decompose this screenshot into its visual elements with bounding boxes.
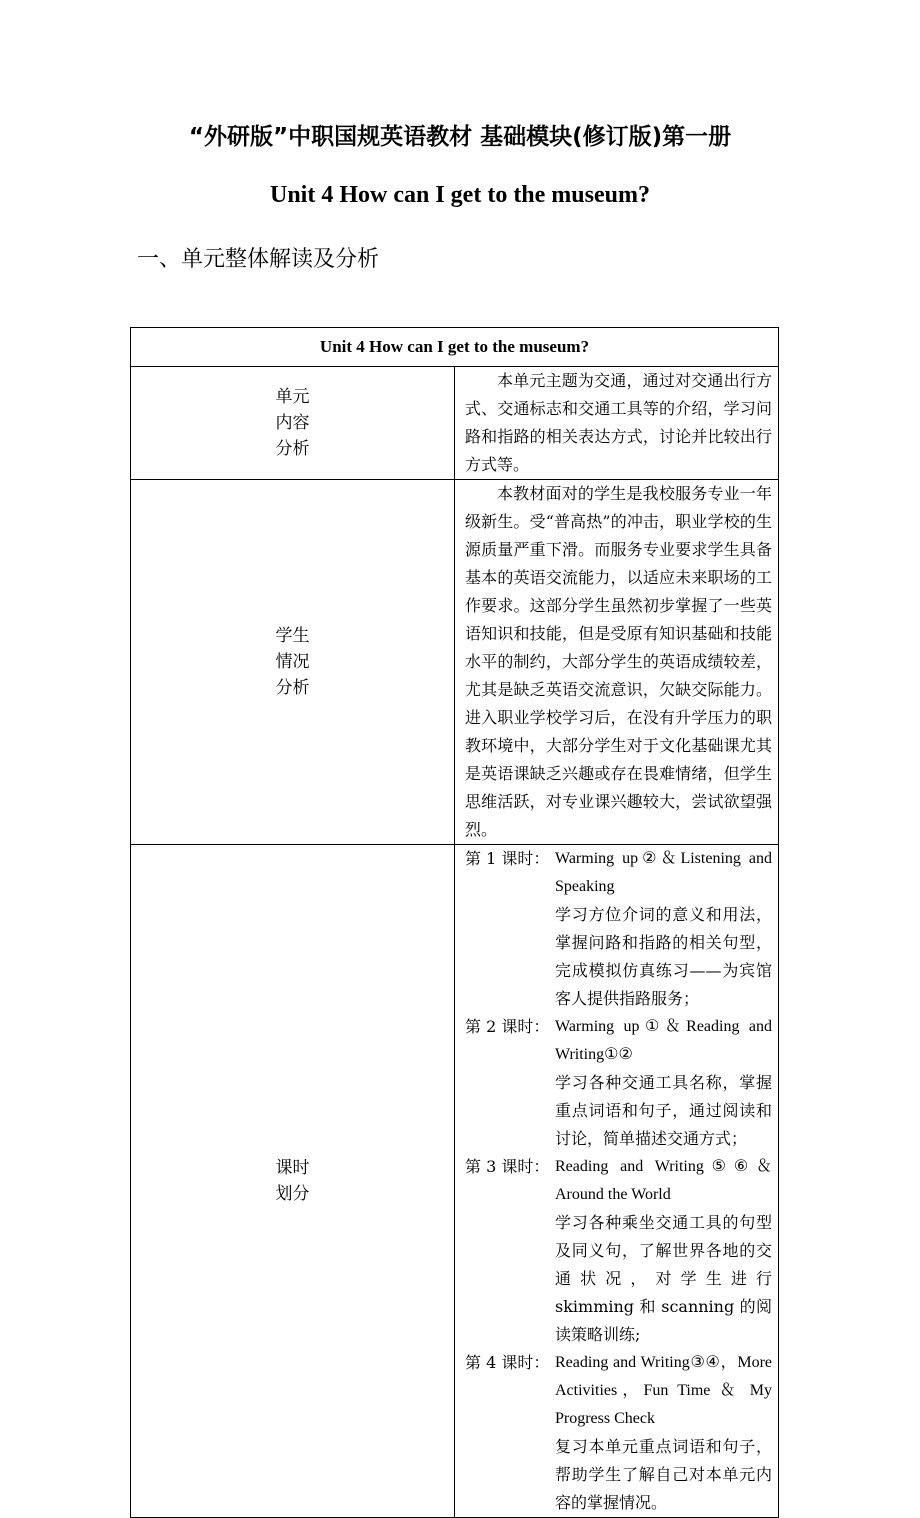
table-row-unit-content [131,367,779,480]
student-analysis-cell [455,480,779,845]
lesson-description: 学习方位介词的意义和用法，掌握问路和指路的相关句型，完成模拟仿真练习——为宾馆客人提供指路服务； [555,905,772,1008]
label-line: 课时 [275,1158,310,1178]
unit-content-text: 本单元主题为交通，通过对交通出行方式、交通标志和交通工具等的介绍，学习问路和指路的相关表达方式，讨论并比较出行方式等。 [465,371,772,474]
lesson-description: 学习各种交通工具名称，掌握重点词语和句子，通过阅读和讨论，简单描述交通方式； [555,1073,772,1148]
row-label-unit-content [131,367,455,480]
label-line: 学生 [275,626,310,646]
lesson-item [465,845,772,1013]
label-line: 分析 [275,678,310,698]
lesson-title: Warming up①＆Reading and Writing①② [555,1018,772,1063]
table-row-lesson-plan [131,845,779,1518]
document-subtitle: Unit 4 How can I get to the museum? [270,182,650,208]
label-line: 分析 [275,439,310,459]
lesson-title: Reading and Writing⑤⑥＆Around the World [555,1158,772,1203]
lesson-title: Reading and Writing③④，More Activities，Fun Time ＆ My Progress Check [555,1354,772,1427]
label-line: 情况 [275,652,310,672]
table-row-student-analysis [131,480,779,845]
unit-content-cell [455,367,779,480]
student-analysis-text: 本教材面对的学生是我校服务专业一年级新生。受“普高热”的冲击，职业学校的生源质量严重下滑。而服务专业要求学生具备基本的英语交流能力，以适应未来职场的工作要求。这部分学生虽然初步掌握了一些英语知识和技能，但是受原有知识基础和技能水平的制约，大部分学生的英语成绩较差，尤其是缺乏英语交流意识，欠缺交际能力。进入职业学校学习后，在没有升学压力的职教环境中，大部分学生对于文化基础课尤其是英语课缺乏兴趣或存在畏难情绪，但学生思维活跃，对专业课兴趣较大，尝试欲望强烈。 [465,484,772,839]
lesson-number: 第 1 课时： [465,849,550,868]
table-header: Unit 4 How can I get to the museum? [131,328,779,367]
row-label-student-analysis [131,480,455,845]
lesson-description: 复习本单元重点词语和句子，帮助学生了解自己对本单元内容的掌握情况。 [555,1437,772,1512]
row-label-lesson-plan [131,845,455,1518]
document-title: “外研版”中职国规英语教材 基础模块(修订版)第一册 [188,124,732,150]
section-heading: 一、单元整体解读及分析 [137,247,380,272]
lesson-number: 第 3 课时： [465,1157,550,1176]
lesson-number: 第 2 课时： [465,1017,550,1036]
lesson-item [465,1349,772,1517]
lesson-item [465,1013,772,1153]
lesson-description: 学习各种乘坐交通工具的句型及同义句，了解世界各地的交通状况，对学生进行 skimming 和 scanning 的阅读策略训练; [555,1213,772,1344]
unit-analysis-table [130,327,779,1518]
label-line: 单元 [275,387,310,407]
lesson-item [465,1153,772,1349]
label-line: 划分 [275,1184,310,1204]
label-line: 内容 [275,413,310,433]
lesson-number: 第 4 课时： [465,1353,550,1372]
lesson-title: Warming up②＆Listening and Speaking [555,850,772,895]
lesson-plan-cell [455,845,779,1518]
